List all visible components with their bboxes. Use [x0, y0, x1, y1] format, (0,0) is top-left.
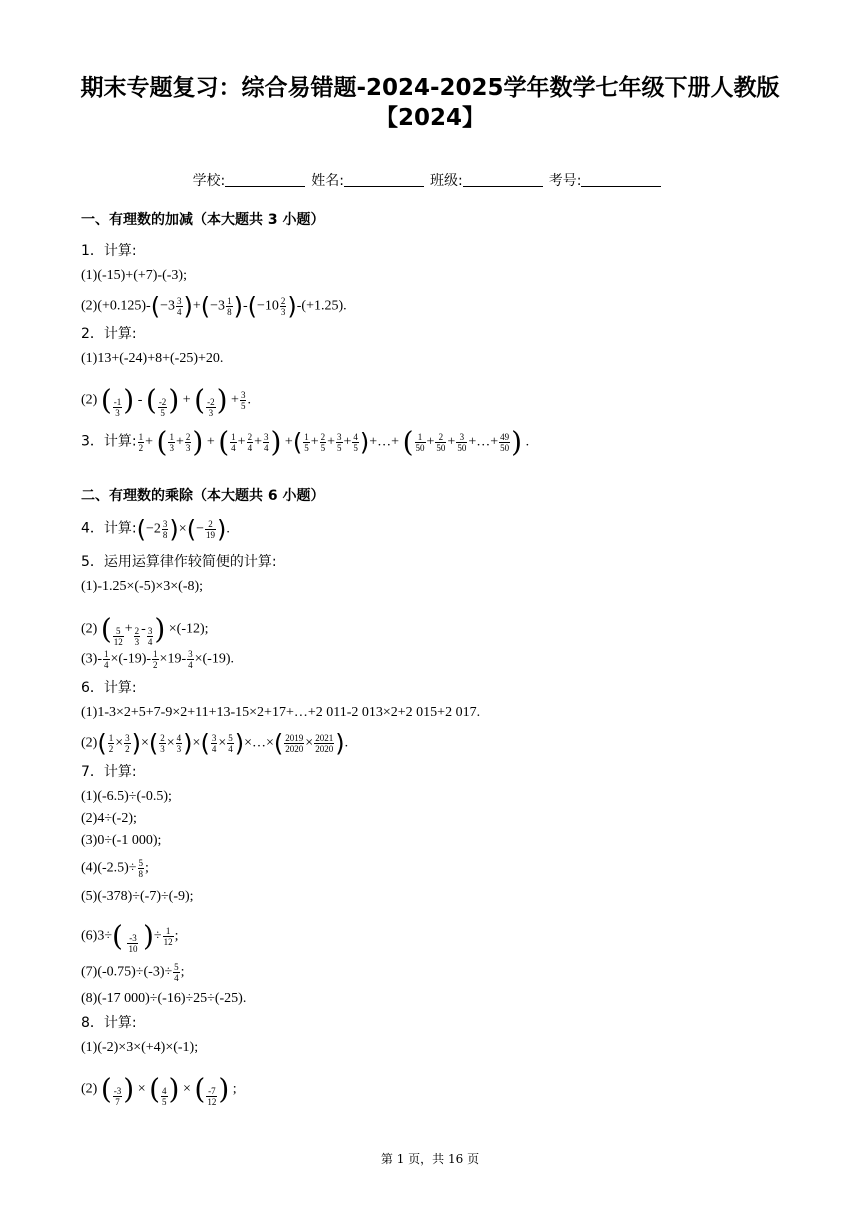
name-label: 姓名:: [311, 173, 344, 189]
question-4: 4．计算:(−2 $\frac{3}{8}$ )×(− $\frac{2}{19}$ ).: [81, 515, 230, 544]
expr-text: (4)(-2.5)÷: [81, 860, 137, 876]
expr-text: (2)(+0.125)-: [81, 298, 151, 314]
expr-text: 4．计算:: [81, 520, 137, 537]
expr-text: (2): [81, 392, 98, 408]
question-7-part-1: (1)(-6.5)÷(-0.5);: [81, 789, 172, 804]
question-7-part-2: (2)4÷(-2);: [81, 811, 137, 826]
question-6-part-1: (1)1-3×2+5+7-9×2+11+13-15×2+17+…+2 011-2 013×2+2 015+2 017.: [81, 705, 481, 720]
question-5: 5．运用运算律作较简便的计算:: [81, 554, 277, 570]
expr-text: (3)-: [81, 651, 102, 667]
question-7-part-6: (6)3÷( $\frac{-3}{10}$ )÷ $\frac{1}{12}$ ;: [81, 919, 179, 954]
question-7: 7．计算:: [81, 764, 137, 780]
name-blank[interactable]: [344, 172, 424, 187]
question-7-part-7: (7)(-0.75)÷(-3)÷ $\frac{5}{4}$ ;: [81, 962, 185, 983]
page-footer: 第 1 页，共 16 页: [380, 1152, 480, 1166]
section-heading: 一、有理数的加减（本大题共 3 小题）: [81, 212, 325, 228]
question-2-part-2: (2) ( $\frac{-1}{3}$ ) - ( $\frac{-2}{5}$ ) + ( $\frac{-2}{3}$ ) + $\frac{3}{5}$ .: [81, 383, 251, 418]
question-1: 1．计算:: [81, 243, 137, 259]
question-8-part-2: (2) ( $\frac{-3}{7}$ ) × ( $\frac{4}{5}$ ) × ( $\frac{-7}{12}$ ) ;: [81, 1072, 237, 1107]
question-7-part-3: (3)0÷(-1 000);: [81, 833, 162, 848]
expr-text: -(+1.25).: [296, 298, 347, 314]
page-title-year: 【2024】: [374, 105, 485, 131]
question-1-part-2: (2)(+0.125)-(−3 $\frac{3}{4}$ )+(−3 $\frac{1}{8}$ )-(−10 $\frac{2}{3}$ )-(+1.25).: [81, 292, 347, 321]
question-7-part-8: (8)(-17 000)÷(-16)÷25÷(-25).: [81, 991, 247, 1006]
expr-text: ×(-12);: [168, 621, 209, 637]
question-2: 2．计算:: [81, 326, 137, 342]
number-blank[interactable]: [581, 172, 661, 187]
expr-text: (2): [81, 621, 98, 637]
question-3: 3．计算: $\frac{1}{2}$ + ( $\frac{1}{3}$ + $\frac{2}{3}$ ) + ( $\frac{1}{4}$ + $\frac{2}{4}$ + $\frac{3}{4}$ ) +( $\frac{1}{5}$ + $\frac{2}{5}$ + $\frac{3}{5}$ + $\frac{4}{5}$ )+…+ ( $\frac{1}{50}$ + $\frac{2}{50}$ + $\frac{3}{50}$ +…+ $\frac{49}{50}$ ) .: [81, 425, 530, 459]
page-title: 期末专题复习：综合易错题-2024-2025学年数学七年级下册人教版: [80, 75, 780, 101]
school-blank[interactable]: [225, 172, 305, 187]
question-7-part-5: (5)(-378)÷(-7)÷(-9);: [81, 889, 194, 904]
question-1-part-1: (1)(-15)+(+7)-(-3);: [81, 268, 187, 283]
section-heading: 二、有理数的乘除（本大题共 6 小题）: [81, 488, 325, 504]
question-2-part-1: (1)13+(-24)+8+(-25)+20.: [81, 351, 224, 366]
question-5-part-3: (3)- $\frac{1}{4}$ ×(-19)- $\frac{1}{2}$ ×19- $\frac{3}{4}$ ×(-19).: [81, 649, 234, 670]
question-7-part-4: (4)(-2.5)÷ $\frac{5}{8}$ ;: [81, 858, 149, 879]
question-8-part-1: (1)(-2)×3×(+4)×(-1);: [81, 1040, 199, 1055]
question-6: 6．计算:: [81, 680, 137, 696]
school-label: 学校:: [192, 173, 226, 189]
question-8: 8．计算:: [81, 1015, 137, 1031]
class-blank[interactable]: [463, 172, 543, 187]
question-5-part-1: (1)-1.25×(-5)×3×(-8);: [81, 579, 204, 594]
class-label: 班级:: [430, 173, 463, 189]
expr-text: 3．计算:: [81, 433, 137, 450]
number-label: 考号:: [548, 173, 582, 189]
expr-text: (2): [81, 735, 98, 751]
expr-text: (7)(-0.75)÷(-3)÷: [81, 964, 173, 980]
expr-text: (2): [81, 1081, 98, 1097]
student-info-line: [0, 170, 860, 190]
question-5-part-2: (2) ( $\frac{5}{12}$ + $\frac{2}{3}$ - $\frac{3}{4}$ ) ×(-12);: [81, 612, 209, 647]
question-6-part-2: (2)( $\frac{1}{2}$ × $\frac{3}{2}$ )×( $\frac{2}{3}$ × $\frac{4}{3}$ )×( $\frac{3}{4}$ × $\frac{5}{4}$ )×…×( $\frac{2019}{2020}$ × $\frac{2021}{2020}$ ).: [81, 729, 349, 758]
expr-text: (6)3÷: [81, 928, 113, 944]
